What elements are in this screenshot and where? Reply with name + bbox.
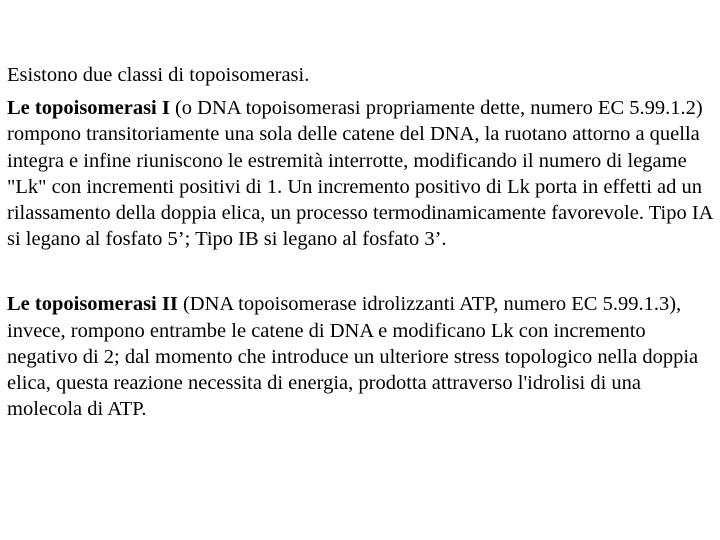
term-topoisomerase-2: Le topoisomerasi II [7, 293, 178, 316]
paragraph-topoisomerase-1 [7, 95, 715, 252]
paragraph-topoisomerase-2 [7, 291, 715, 422]
term-topoisomerase-1: Le topoisomerasi I [7, 97, 170, 120]
slide-content [7, 62, 715, 422]
description-topoisomerase-2: (DNA topoisomerase idrolizzanti ATP, numero EC 5.99.1.3), invece, rompono entrambe le catene di DNA e modificano Lk con incremento negativo di 2; dal momento che introduce un ulteriore stress topologico nella doppia elica, questa reazione necessita di energia, prodotta attraverso l'idrolisi di una molecola di ATP. [7, 293, 699, 421]
description-topoisomerase-1: (o DNA topoisomerasi propriamente dette, numero EC 5.99.1.2) rompono transitoriamente una sola delle catene del DNA, la ruotano attorno a quella integra e infine riuniscono le estremità interrotte, modificando il numero di legame "Lk" con incrementi positivi di 1. Un incremento positivo di Lk porta in effetti ad un rilassamento della doppia elica, un processo termodinamicamente favorevole. Tipo IA si legano al fosfato 5’; Tipo IB si legano al fosfato 3’. [7, 97, 713, 251]
intro-text: Esistono due classi di topoisomerasi. [7, 64, 310, 86]
